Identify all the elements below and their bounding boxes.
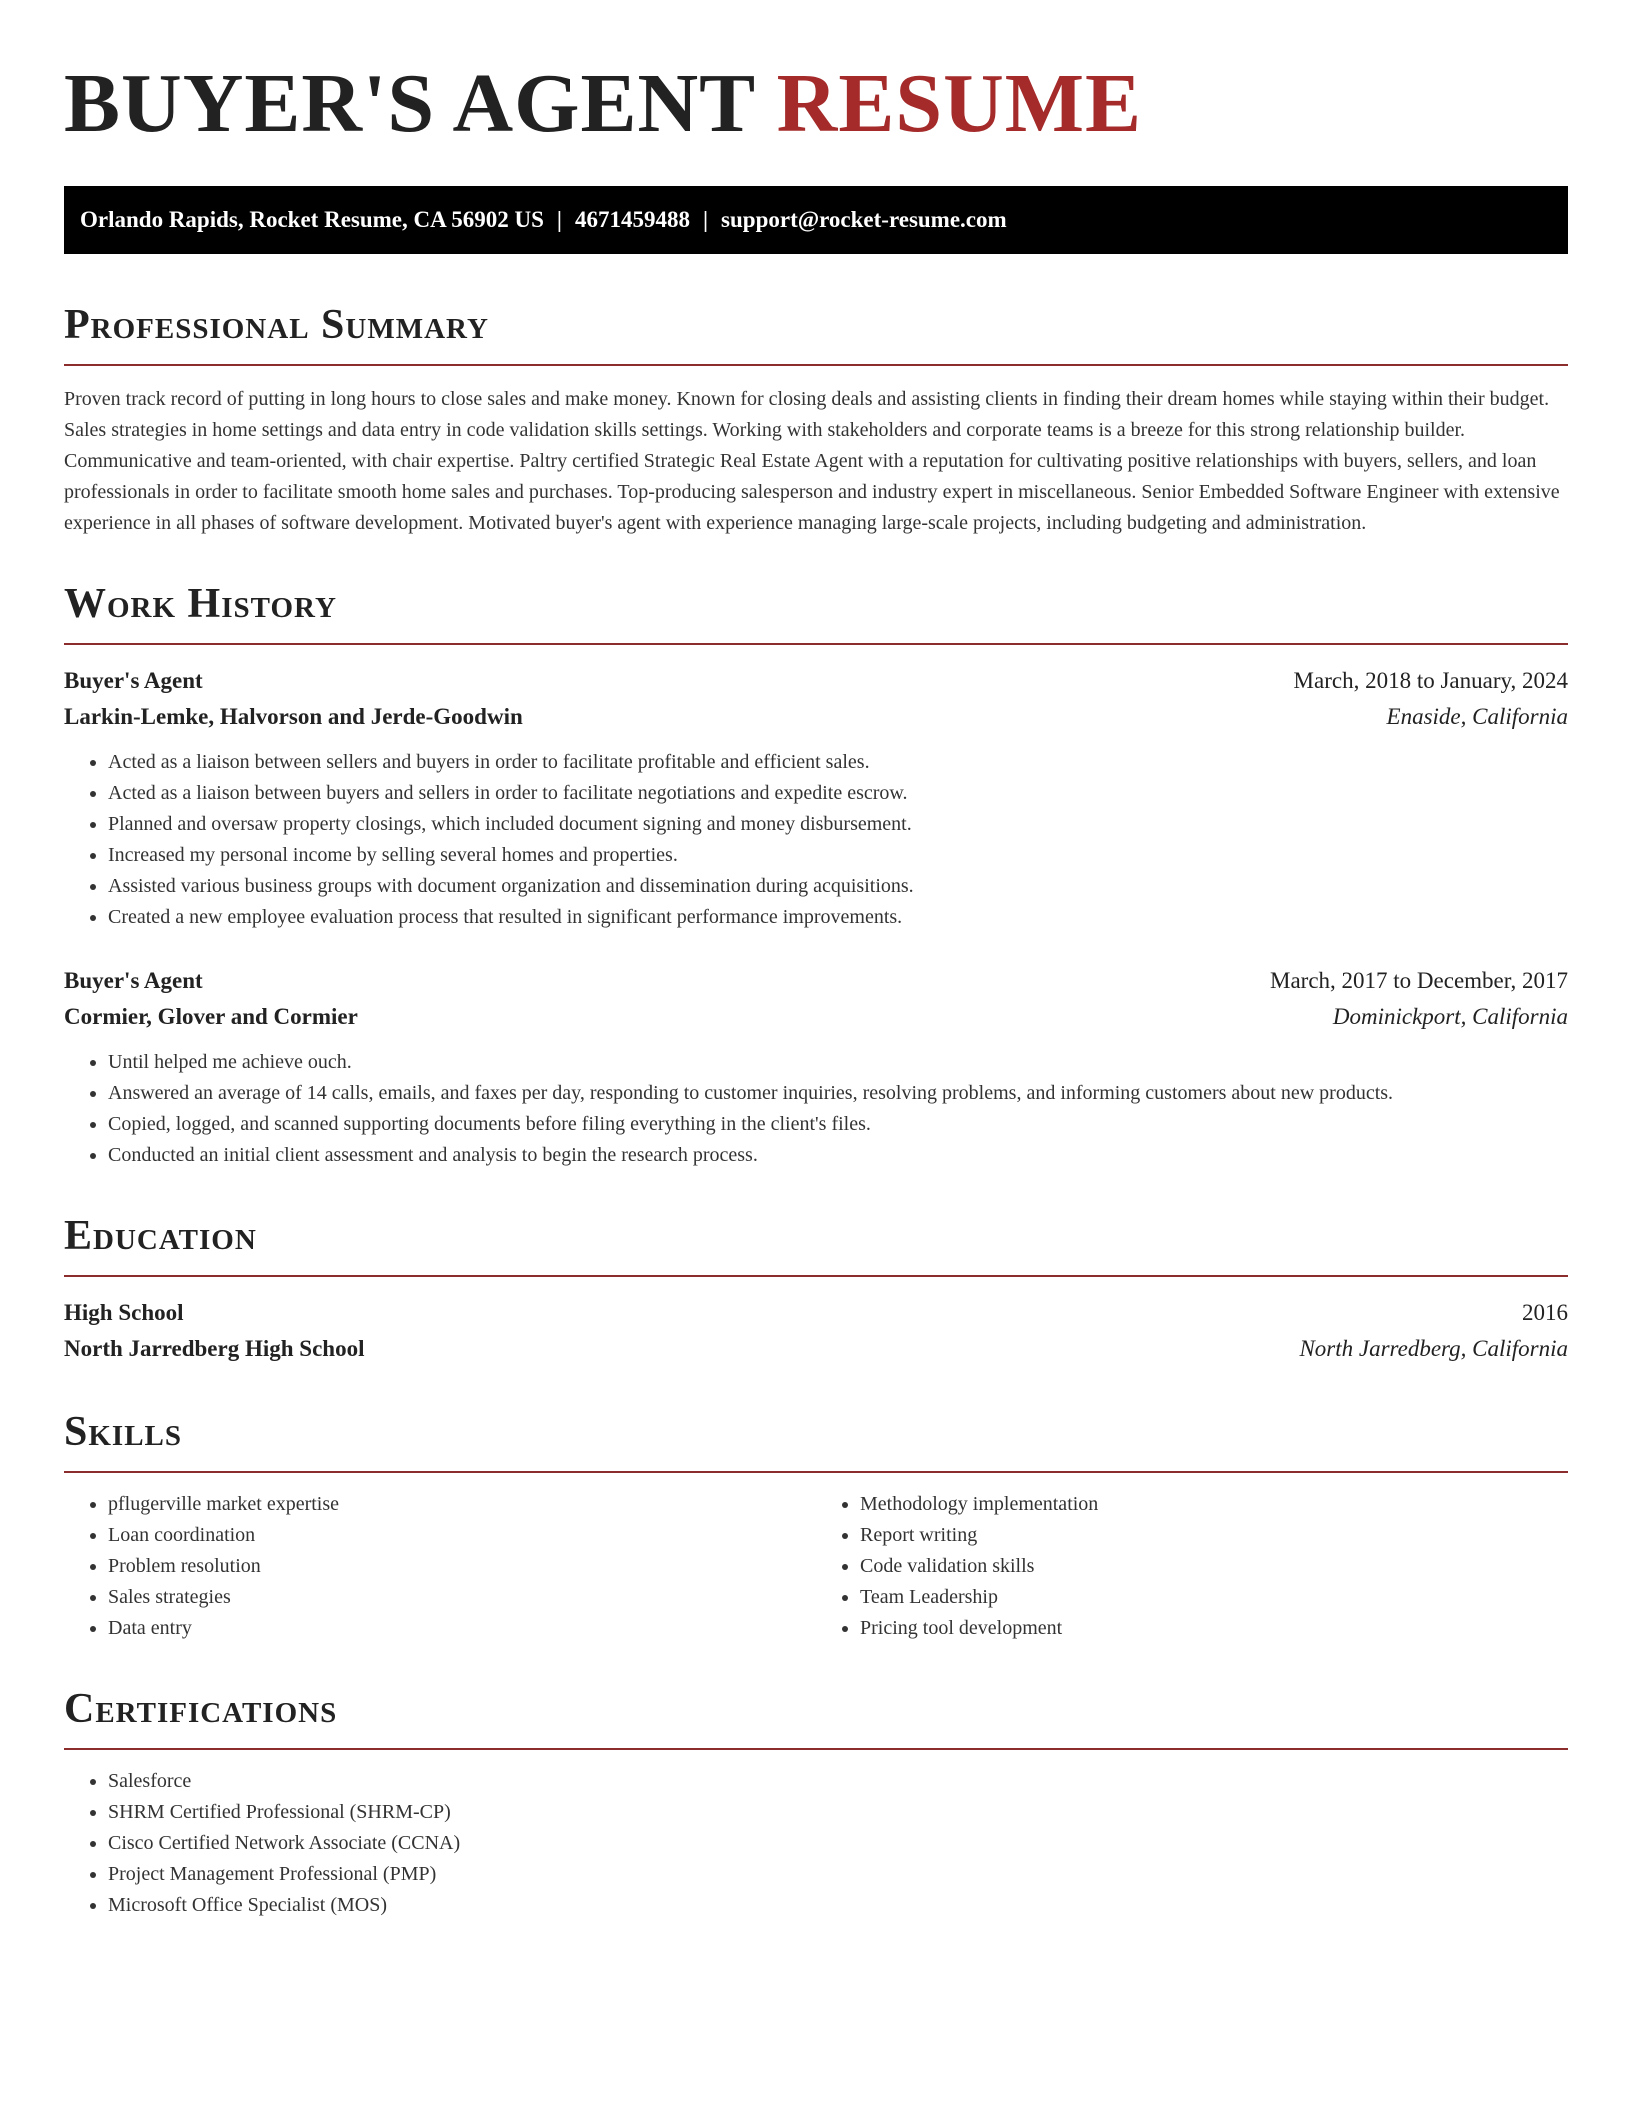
list-item: • Planned and oversaw property closings, which included document signing and money disbursement. (108, 809, 1568, 840)
education-year: 2016 (1522, 1300, 1568, 1325)
section-divider (64, 1748, 1568, 1750)
section-divider (64, 1471, 1568, 1473)
skill-item: • Sales strategies (108, 1582, 816, 1613)
job-entry (64, 663, 1568, 933)
job-location: Enaside, California (1386, 704, 1568, 729)
job-dates: March, 2018 to January, 2024 (1293, 668, 1568, 693)
skills-section (64, 1407, 1568, 1644)
contact-separator: | (702, 207, 709, 232)
section-divider (64, 364, 1568, 366)
list-item: • Conducted an initial client assessment and analysis to begin the research process. (108, 1140, 1568, 1171)
contact-address: Orlando Rapids, Rocket Resume, CA 56902 US (80, 207, 544, 232)
section-heading: Skills (64, 1409, 183, 1455)
skill-item: • Pricing tool development (860, 1613, 1568, 1644)
section-heading: Professional Summary (64, 302, 489, 348)
job-company: Cormier, Glover and Cormier (64, 1004, 358, 1029)
job-header-row (64, 963, 1568, 999)
list-item: • Acted as a liaison between sellers and buyers in order to facilitate profitable and efficient sales. (108, 747, 1568, 778)
job-dates: March, 2017 to December, 2017 (1270, 968, 1568, 993)
job-title: Buyer's Agent (64, 668, 203, 693)
skill-item: • Team Leadership (860, 1582, 1568, 1613)
certifications-list (64, 1766, 1568, 1921)
certification-item: • Cisco Certified Network Associate (CCNA) (108, 1828, 1568, 1859)
skill-item: • Problem resolution (108, 1551, 816, 1582)
section-heading: Certifications (64, 1686, 338, 1732)
contact-phone: 4671459488 (574, 207, 690, 232)
education-school-row (64, 1331, 1568, 1367)
job-entry (64, 963, 1568, 1171)
title-accent: RESUME (776, 57, 1143, 150)
certification-item: • Salesforce (108, 1766, 1568, 1797)
contact-separator: | (556, 207, 562, 232)
resume-title (64, 56, 1568, 152)
job-title: Buyer's Agent (64, 968, 203, 993)
job-header-row (64, 663, 1568, 699)
certification-item: • SHRM Certified Professional (SHRM-CP) (108, 1797, 1568, 1828)
skills-list-right (816, 1489, 1568, 1644)
job-company: Larkin-Lemke, Halvorson and Jerde-Goodwin (64, 704, 523, 729)
skills-list-left (64, 1489, 816, 1644)
section-heading: Education (64, 1213, 257, 1259)
section-divider (64, 643, 1568, 645)
contact-bar (64, 186, 1568, 254)
list-item: • Created a new employee evaluation process that resulted in significant performance improvements. (108, 902, 1568, 933)
list-item: • Copied, logged, and scanned supporting documents before filing everything in the client's files. (108, 1109, 1568, 1140)
section-divider (64, 1275, 1568, 1277)
job-company-row (64, 999, 1568, 1035)
contact-email: support@rocket-resume.com (721, 207, 1007, 232)
certification-item: • Project Management Professional (PMP) (108, 1859, 1568, 1890)
list-item: • Answered an average of 14 calls, emails, and faxes per day, responding to customer inquiries, resolving problems, and informing customers about new products. (108, 1078, 1568, 1109)
education-header-row (64, 1295, 1568, 1331)
job-company-row (64, 699, 1568, 735)
skill-item: • Code validation skills (860, 1551, 1568, 1582)
education-school: North Jarredberg High School (64, 1336, 365, 1361)
certification-item: • Microsoft Office Specialist (MOS) (108, 1890, 1568, 1921)
skill-item: • pflugerville market expertise (108, 1489, 816, 1520)
work-history-section (64, 579, 1568, 1171)
skill-item: • Report writing (860, 1520, 1568, 1551)
summary-section (64, 300, 1568, 539)
certifications-section (64, 1684, 1568, 1921)
education-entry (64, 1295, 1568, 1367)
skill-item: • Loan coordination (108, 1520, 816, 1551)
list-item: • Acted as a liaison between buyers and sellers in order to facilitate negotiations and expedite escrow. (108, 778, 1568, 809)
summary-text: Proven track record of putting in long hours to close sales and make money. Known for closing deals and assisting clients in finding their dream homes while staying within their budget. Sales strategies in home settings and data entry in code validation skills settings. Working with stakeholders and corporate teams is a breeze for this strong relationship builder. Communicative and team-oriented, with chair expertise. Paltry certified Strategic Real Estate Agent with a reputation for cultivating positive relationships with buyers, sellers, and loan professionals in order to facilitate smooth home sales and purchases. Top-producing salesperson and industry expert in miscellaneous. Senior Embedded Software Engineer with extensive experience in all phases of software development. Motivated buyer's agent with experience managing large-scale projects, including budgeting and administration. (64, 388, 1560, 534)
list-item: • Increased my personal income by selling several homes and properties. (108, 840, 1568, 871)
skill-item: • Data entry (108, 1613, 816, 1644)
section-heading: Work History (64, 581, 337, 627)
skills-grid (64, 1489, 1568, 1644)
list-item: • Assisted various business groups with document organization and dissemination during acquisitions. (108, 871, 1568, 902)
list-item: • Until helped me achieve ouch. (108, 1047, 1568, 1078)
education-degree: High School (64, 1300, 184, 1325)
job-duties-list (64, 1047, 1568, 1171)
title-main: BUYER'S AGENT (64, 57, 755, 150)
education-location: North Jarredberg, California (1299, 1336, 1568, 1361)
job-location: Dominickport, California (1332, 1004, 1568, 1029)
education-section (64, 1211, 1568, 1367)
skill-item: • Methodology implementation (860, 1489, 1568, 1520)
job-duties-list (64, 747, 1568, 933)
